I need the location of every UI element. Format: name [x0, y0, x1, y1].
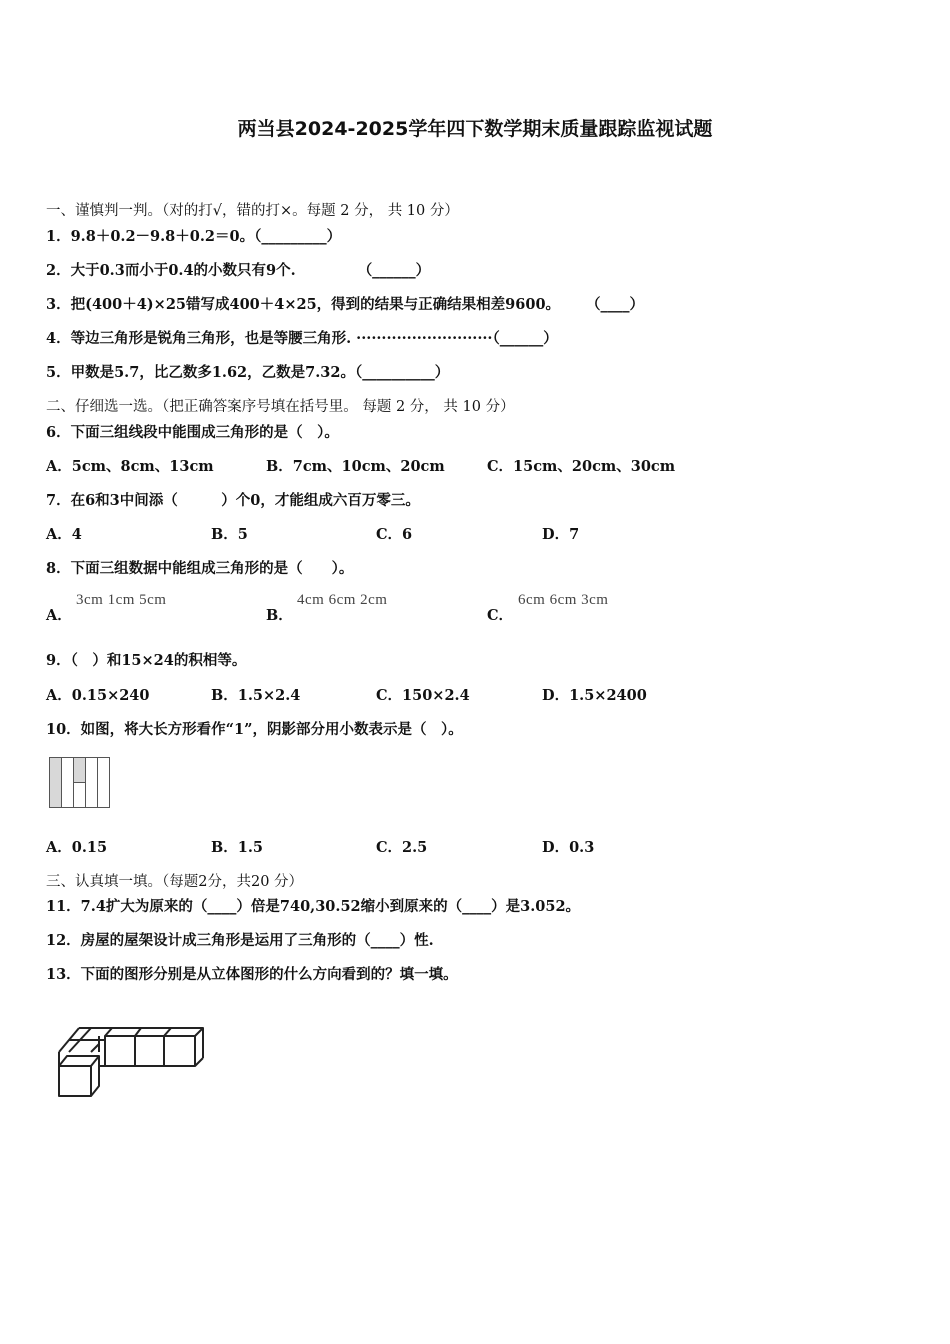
question-13: 13．下面的图形分别是从立体图形的什么方向看到的？填一填。 [46, 966, 458, 983]
q8-option-b-values: 4cm 6cm 2cm [297, 592, 388, 608]
q8-option-a-label: A． [46, 607, 72, 624]
q10-option-c: C．2.5 [376, 839, 428, 856]
question-5: 5．甲数是5.7，比乙数多1.62，乙数是7.32。（__________） [46, 364, 450, 381]
question-9: 9．（ ）和15×24的积相等。 [46, 652, 247, 669]
question-3-blank: （____） [586, 296, 645, 313]
q10-option-d: D．0.3 [542, 839, 595, 856]
question-6: 6．下面三组线段中能围成三角形的是（ ）。 [46, 424, 339, 441]
q10-option-b: B．1.5 [211, 839, 263, 856]
q9-option-a: A．0.15×240 [46, 687, 150, 704]
question-3 [46, 296, 644, 314]
question-10: 10．如图，将大长方形看作“1”，阴影部分用小数表示是（ ）。 [46, 721, 463, 738]
page-title: 两当县2024-2025学年四下数学期末质量跟踪监视试题 [237, 118, 713, 140]
q9-option-b: B．1.5×2.4 [211, 687, 301, 704]
q10-rectangle-figure [48, 757, 112, 809]
q8-option-c-values: 6cm 6cm 3cm [518, 592, 609, 608]
q10-option-a: A．0.15 [46, 839, 108, 856]
q8-option-a-values: 3cm 1cm 5cm [76, 592, 167, 608]
question-4: 4．等边三角形是锐角三角形，也是等腰三角形. ···························（______） [46, 330, 558, 347]
q13-cube-figure [55, 1022, 207, 1100]
question-3-text: 3．把(400＋4)×25错写成400＋4×25，得到的结果与正确结果相差9600。 [46, 296, 561, 313]
q7-option-d: D．7 [542, 526, 580, 543]
section1-heading: 一、谨慎判一判。（对的打√，错的打×。每题 2 分， 共 10 分） [46, 203, 459, 219]
question-2-blank: （______） [357, 262, 431, 279]
q6-option-c: C．15cm、20cm、30cm [487, 458, 676, 475]
shaded-column [50, 758, 62, 808]
q6-option-a: A．5cm、8cm、13cm [46, 458, 214, 475]
shaded-half-column [74, 758, 86, 783]
question-8: 8．下面三组数据中能组成三角形的是（ ）。 [46, 560, 354, 577]
question-12: 12．房屋的屋架设计成三角形是运用了三角形的（____）性. [46, 932, 434, 949]
section3-heading: 三、认真填一填。（每题2分，共20 分） [46, 874, 304, 890]
question-1: 1．9.8＋0.2－9.8＋0.2＝0。（_________） [46, 228, 342, 245]
q7-option-b: B．5 [211, 526, 248, 543]
q6-option-b: B．7cm、10cm、20cm [266, 458, 445, 475]
q7-option-a: A．4 [46, 526, 82, 543]
q8-option-c-label: C． [487, 607, 514, 624]
question-2 [46, 262, 430, 280]
q8-option-b-label: B． [266, 607, 293, 624]
section2-heading: 二、仔细选一选。（把正确答案序号填在括号里。 每题 2 分， 共 10 分） [46, 399, 515, 415]
question-7: 7．在6和3中间添（ ）个0，才能组成六百万零三。 [46, 492, 420, 509]
question-2-text: 2．大于0.3而小于0.4的小数只有9个. [46, 262, 296, 279]
q9-option-c: C．150×2.4 [376, 687, 470, 704]
q9-option-d: D．1.5×2400 [542, 687, 647, 704]
q7-option-c: C．6 [376, 526, 413, 543]
question-11: 11．7.4扩大为原来的（____）倍是740,30.52缩小到原来的（____）是3.052。 [46, 898, 581, 915]
